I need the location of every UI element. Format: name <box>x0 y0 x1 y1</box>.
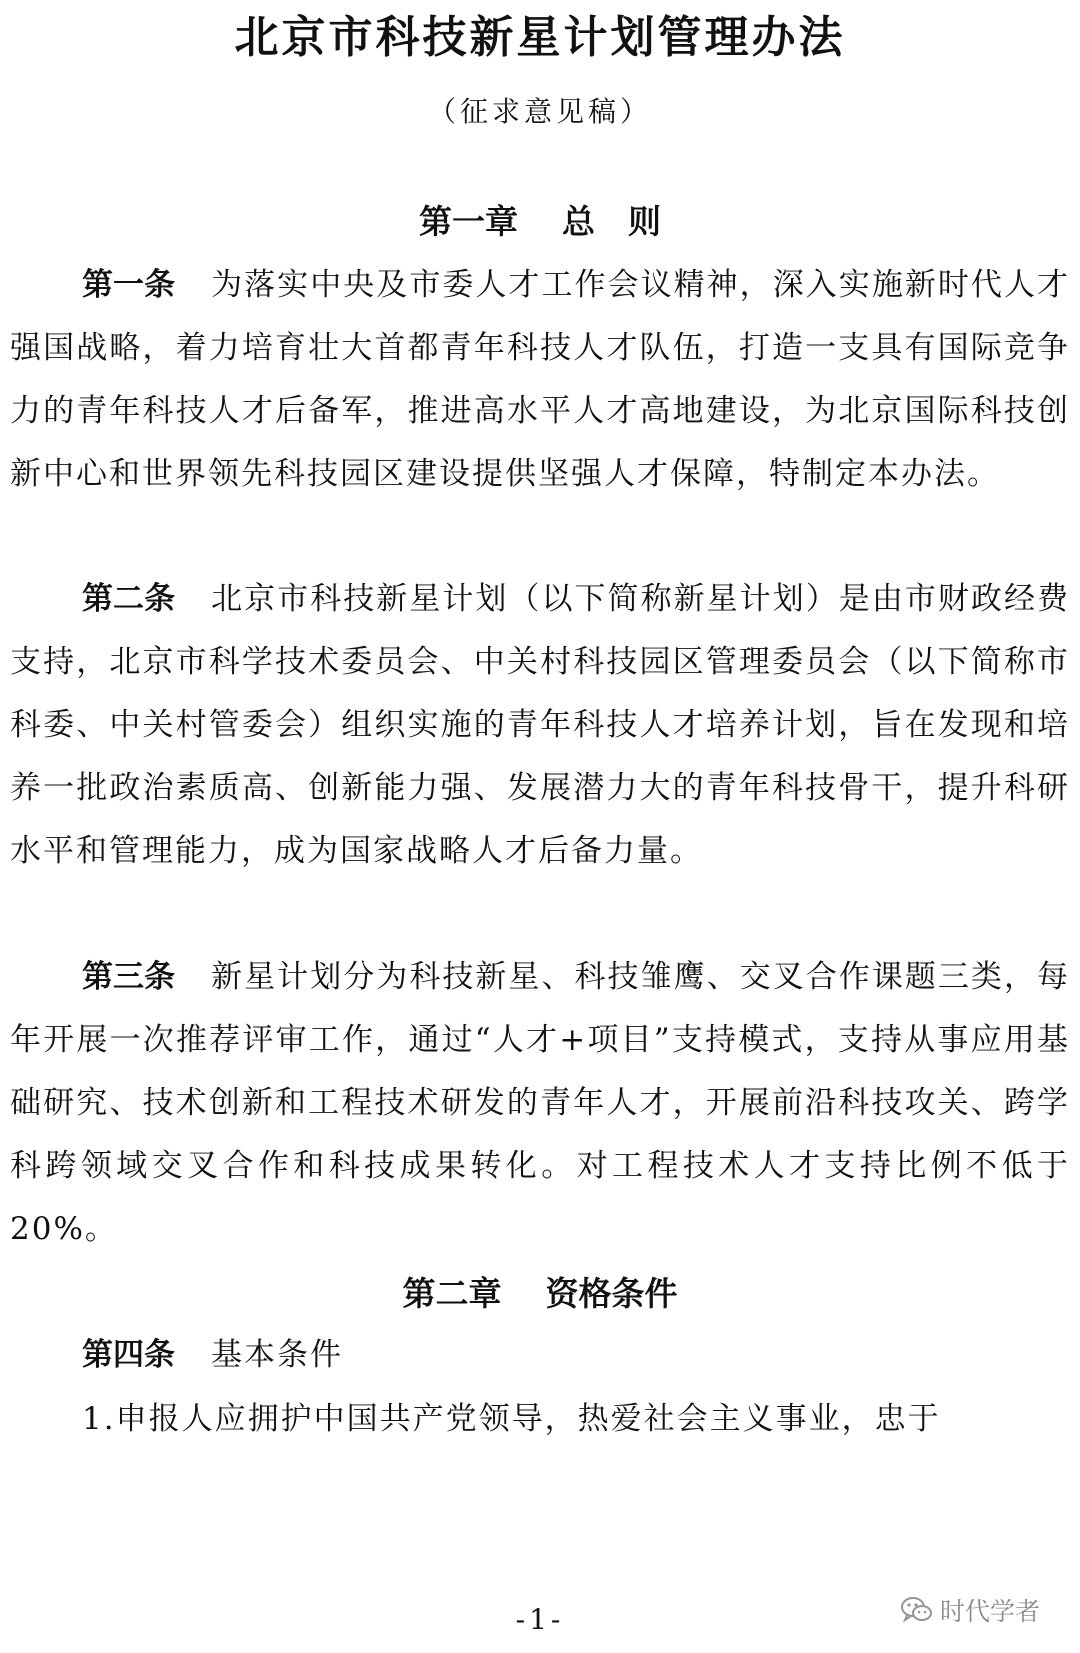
wechat-icon <box>900 1595 934 1625</box>
list-item-text: 1.申报人应拥护中国共产党领导，热爱社会主义事业，忠于 <box>82 1401 941 1437</box>
article-1 <box>10 254 1070 506</box>
chapter-number: 第二章 <box>402 1274 502 1313</box>
watermark <box>900 1592 1040 1628</box>
chapter-heading-2 <box>0 1272 1080 1316</box>
article-label: 第三条 <box>82 959 176 995</box>
chapter-name: 资格条件 <box>545 1274 678 1313</box>
article-text: 新星计划分为科技新星、科技雏鹰、交叉合作课题三类，每年开展一次推荐评审工作，通过“人才+项目”支持模式，支持从事应用基础研究、技术创新和工程技术研发的青年人才，开展前沿科技攻关、跨学科跨领域交叉合作和科技成果转化。对工程技术人才支持比例不低于20%。 <box>10 959 1070 1247</box>
article-text: 基本条件 <box>211 1337 343 1373</box>
document-title: 北京市科技新星计划管理办法 <box>234 12 846 63</box>
watermark-text: 时代学者 <box>939 1597 1040 1626</box>
article-2 <box>10 568 1070 883</box>
page-number: -1- <box>515 1603 565 1636</box>
article-label: 第二条 <box>82 581 176 617</box>
article-text: 为落实中央及市委人才工作会议精神，深入实施新时代人才强国战略，着力培育壮大首都青年科技人才队伍，打造一支具有国际竞争力的青年科技人才后备军，推进高水平人才高地建设，为北京国际科技创新中心和世界领先科技园区建设提供坚强人才保障，特制定本办法。 <box>10 267 1070 492</box>
document-subtitle: （征求意见稿） <box>427 95 652 128</box>
article-3 <box>10 946 1070 1261</box>
chapter-number: 第一章 <box>419 202 518 241</box>
article-label: 第一条 <box>82 267 176 303</box>
chapter-heading-1 <box>0 200 1080 244</box>
chapter-name: 总 则 <box>562 202 661 241</box>
article-label: 第四条 <box>82 1337 175 1373</box>
list-item <box>10 1388 1070 1451</box>
article-text: 北京市科技新星计划（以下简称新星计划）是由市财政经费支持，北京市科学技术委员会、中关村科技园区管理委员会（以下简称市科委、中关村管委会）组织实施的青年科技人才培养计划，旨在发现和培养一批政治素质高、创新能力强、发展潜力大的青年科技骨干，提升科研水平和管理能力，成为国家战略人才后备力量。 <box>10 581 1070 869</box>
article-4 <box>10 1324 1070 1387</box>
